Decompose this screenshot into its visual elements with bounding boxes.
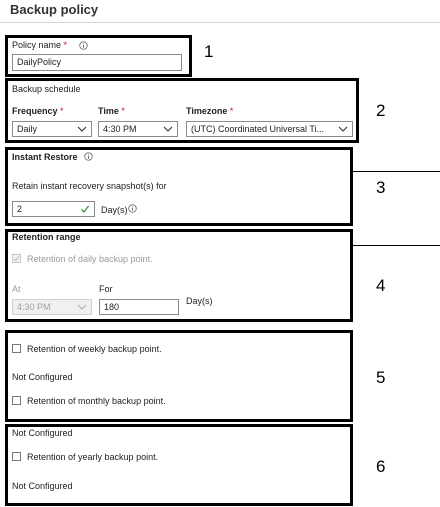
backup-schedule-heading: Backup schedule	[12, 84, 81, 94]
monthly-retention-checkbox[interactable]	[12, 396, 21, 405]
chevron-down-icon	[77, 124, 87, 134]
time-select-value: 4:30 PM	[103, 124, 137, 134]
info-icon[interactable]	[84, 152, 93, 161]
chevron-down-icon	[338, 124, 348, 134]
timezone-select[interactable]	[186, 121, 353, 137]
weekly-retention-checkbox[interactable]	[12, 344, 21, 353]
frequency-select[interactable]	[12, 121, 92, 137]
info-icon[interactable]	[79, 41, 88, 50]
timezone-select-value: (UTC) Coordinated Universal Ti...	[191, 124, 325, 134]
daily-retention-label: Retention of daily backup point.	[27, 254, 153, 264]
checkmark-icon	[80, 204, 90, 214]
policy-name-label-text: Policy name	[12, 40, 62, 50]
info-icon[interactable]	[128, 204, 137, 213]
at-label: At	[12, 284, 21, 294]
section-number-5: 5	[376, 368, 386, 387]
required-mark: *	[229, 106, 234, 116]
section-number-1: 1	[204, 42, 214, 61]
snapshot-days-value: 2	[17, 204, 23, 214]
daily-at-time-value: 4:30 PM	[17, 302, 51, 312]
callout-line-4	[353, 245, 440, 246]
required-mark: *	[60, 106, 64, 116]
frequency-select-value: Daily	[17, 124, 38, 134]
monthly-status: Not Configured	[12, 428, 73, 438]
section-number-3: 3	[376, 178, 386, 197]
weekly-retention-label: Retention of weekly backup point.	[27, 344, 162, 354]
time-label	[98, 106, 125, 116]
daily-at-time-select	[12, 299, 92, 315]
yearly-status: Not Configured	[12, 481, 73, 491]
section-number-4: 4	[376, 276, 386, 295]
timezone-label-text: Timezone	[186, 106, 228, 116]
timezone-label	[186, 106, 233, 116]
chevron-down-icon	[163, 124, 173, 134]
instant-restore-heading: Instant Restore	[12, 152, 78, 162]
yearly-retention-label: Retention of yearly backup point.	[27, 452, 159, 462]
callout-line-3	[353, 171, 440, 172]
policy-name-label	[12, 40, 67, 50]
frequency-label-text: Frequency	[12, 106, 58, 116]
frequency-label	[12, 106, 64, 116]
section-number-6: 6	[376, 457, 386, 476]
header-divider	[0, 22, 440, 23]
time-label-text: Time	[98, 106, 119, 116]
daily-retention-unit: Day(s)	[186, 296, 213, 306]
daily-retention-days-input[interactable]: 180	[99, 299, 179, 315]
snapshot-days-unit: Day(s)	[101, 205, 128, 215]
snapshot-days-input[interactable]	[12, 201, 95, 217]
retention-range-heading: Retention range	[12, 232, 81, 242]
page-title: Backup policy	[10, 2, 99, 17]
chevron-down-icon	[77, 302, 87, 312]
daily-retention-checkbox	[12, 254, 21, 263]
section-number-2: 2	[376, 101, 386, 120]
for-label: For	[99, 284, 113, 294]
time-select[interactable]	[98, 121, 178, 137]
checkmark-icon	[13, 255, 20, 262]
required-mark: *	[63, 40, 68, 50]
required-mark: *	[121, 106, 125, 116]
monthly-retention-label: Retention of monthly backup point.	[27, 396, 166, 406]
policy-name-input[interactable]: DailyPolicy	[12, 54, 182, 71]
weekly-status: Not Configured	[12, 372, 73, 382]
retain-snapshots-label: Retain instant recovery snapshot(s) for	[12, 181, 167, 191]
yearly-retention-checkbox[interactable]	[12, 452, 21, 461]
